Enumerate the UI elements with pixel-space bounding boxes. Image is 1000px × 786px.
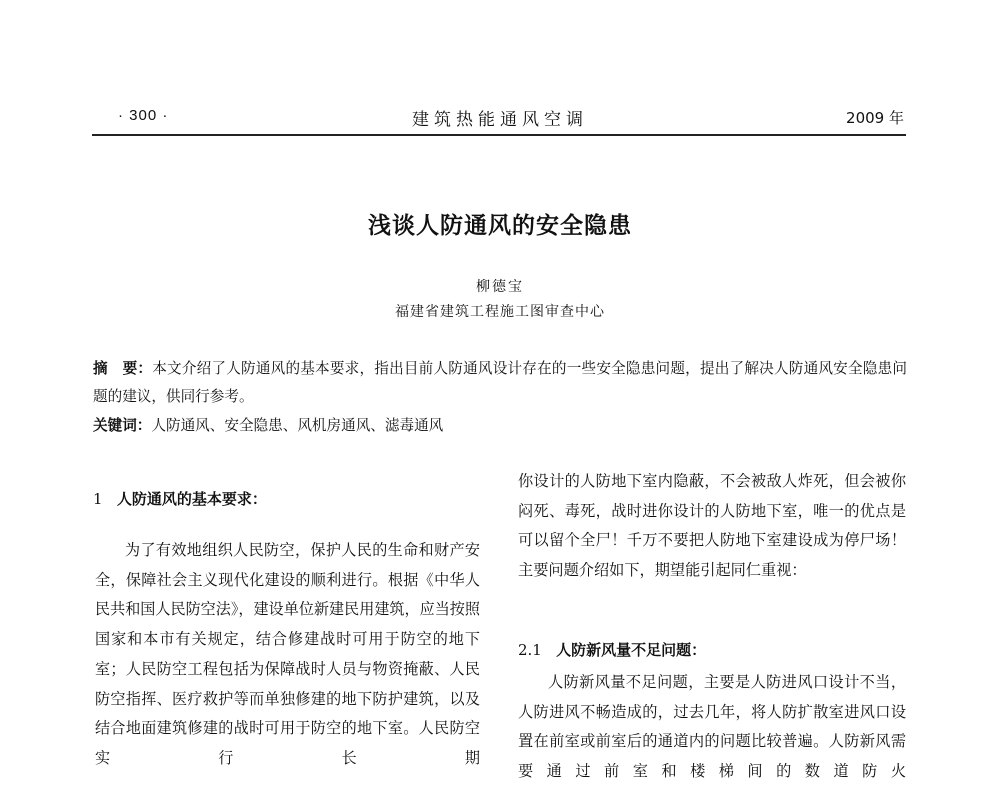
subsection-2-1-number: 2.1	[518, 641, 542, 659]
header-rule	[92, 134, 906, 136]
page-number: · 300 ·	[118, 107, 169, 124]
section-1-heading	[93, 488, 267, 509]
author-affiliation: 福建省建筑工程施工图审查中心	[395, 304, 605, 320]
article-title: 浅谈人防通风的安全隐患	[368, 213, 632, 239]
journal-title: 建筑热能通风空调	[412, 110, 588, 130]
section-1-title: 人防通风的基本要求：	[116, 490, 267, 508]
keywords-text: 人防通风、安全隐患、风机房通风、滤毒通风	[151, 417, 444, 434]
section-1-number: 1	[93, 490, 103, 508]
subsection-2-1-heading	[518, 639, 706, 660]
subsection-2-1-title: 人防新风量不足问题：	[556, 641, 707, 659]
keywords	[93, 413, 907, 439]
publication-year: 2009 年	[846, 109, 904, 127]
section-1-paragraph: 为了有效地组织人民防空，保护人民的生命和财产安全，保障社会主义现代化建设的顺利进行。根据《中华人民共和国人民防空法》，建设单位新建民用建筑，应当按照国家和本市有关规定，结合修建战时可用于防空的地下室；人民防空工程包括为保障战时人员与物资掩蔽、人民防空指挥、医疗救护等而单独修建的地下防护建筑，以及结合地面建筑修建的战时可用于防空的地下室。人民防空实行长期	[95, 541, 480, 767]
subsection-2-1-paragraph: 人防新风量不足问题，主要是人防进风口设计不当，人防进风不畅造成的，过去几年，将人防扩散室进风口设置在前室或前室后的通道内的问题比较普遍。人防新风需要通过前室和楼梯间的数道防火	[518, 673, 906, 780]
right-column-paragraph: 你设计的人防地下室内隐蔽，不会被敌人炸死，但会被你闷死、毒死，战时进你设计的人防地下室，唯一的优点是可以留个全尸！千万不要把人防地下室建设成为停尸场！主要问题介绍如下，期望能引起同仁重视：	[518, 472, 906, 579]
abstract	[93, 355, 907, 411]
author-name: 柳德宝	[476, 279, 524, 295]
keywords-label: 关键词：	[93, 417, 152, 434]
abstract-text: 本文介绍了人防通风的基本要求，指出目前人防通风设计存在的一些安全隐患问题，提出了解决人防通风安全隐患问题的建议，供同行参考。	[93, 360, 907, 405]
abstract-label: 摘 要：	[93, 360, 153, 377]
